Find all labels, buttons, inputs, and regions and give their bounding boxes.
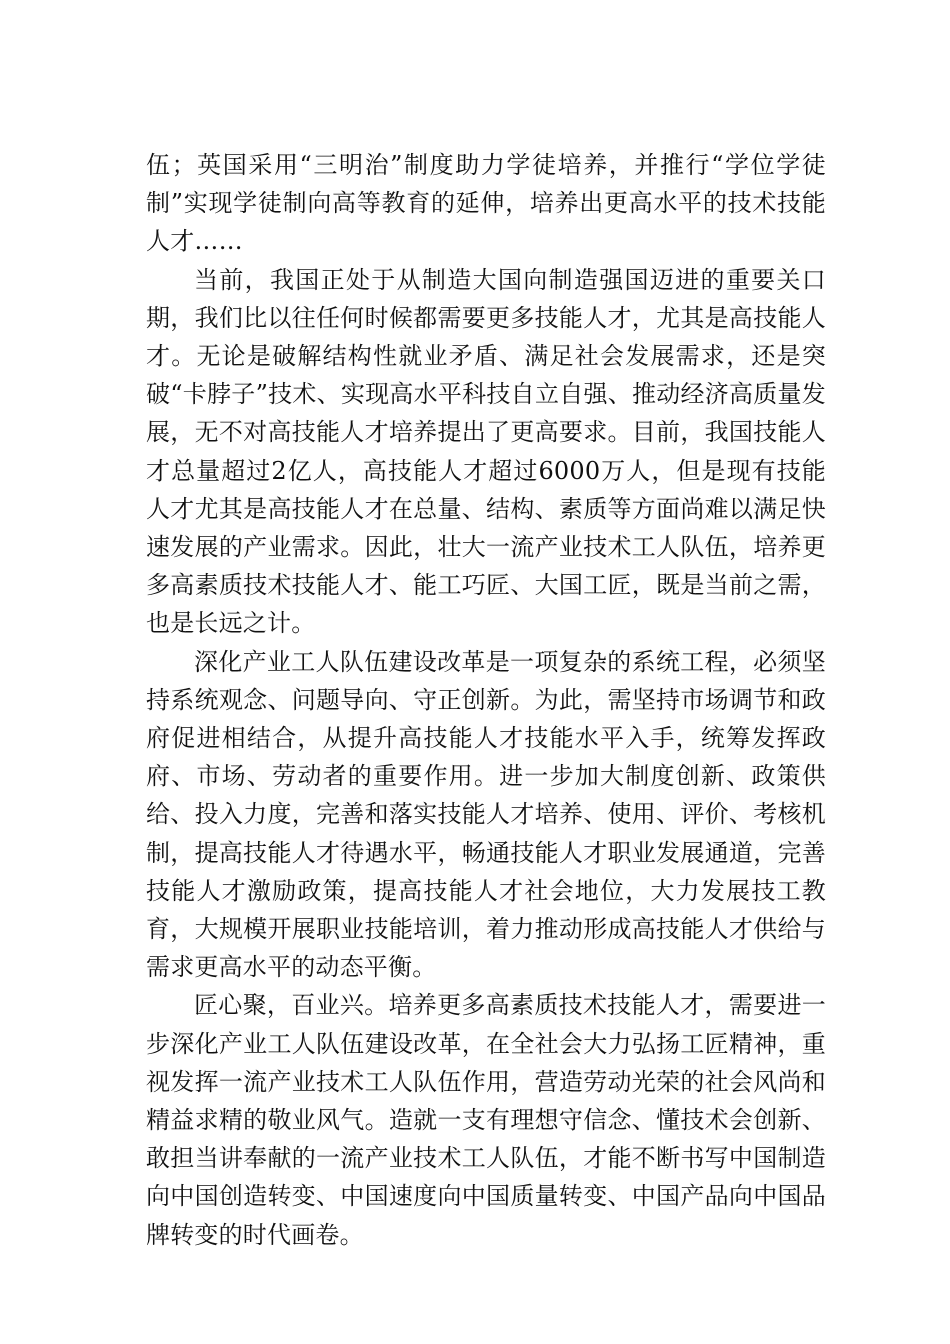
document-body xyxy=(146,146,826,1254)
paragraph-conclusion: 匠心聚，百业兴。培养更多高素质技术技能人才，需要进一步深化产业工人队伍建设改革，在全社会大力弘扬工匠精神，重视发挥一流产业技术工人队伍作用，营造劳动光荣的社会风尚和精益求精的敬业风气。造就一支有理想守信念、懂技术会创新、敢担当讲奉献的一流产业技术工人队伍，才能不断书写中国制造向中国创造转变、中国速度向中国质量转变、中国产品向中国品牌转变的时代画卷。 xyxy=(146,991,826,1249)
paragraph-current-situation: 当前，我国正处于从制造大国向制造强国迈进的重要关口期，我们比以往任何时候都需要更多技能人才，尤其是高技能人才。无论是破解结构性就业矛盾、满足社会发展需求，还是突破“卡脖子”技术、实现高水平科技自立自强、推动经济高质量发展，无不对高技能人才培养提出了更高要求。目前，我国技能人才总量超过2亿人，高技能人才超过6000万人，但是现有技能人才尤其是高技能人才在总量、结构、素质等方面尚难以满足快速发展的产业需求。因此，壮大一流产业技术工人队伍，培养更多高素质技术技能人才、能工巧匠、大国工匠，既是当前之需，也是长远之计。 xyxy=(146,265,826,638)
paragraph-continued: 伍；英国采用“三明治”制度助力学徒培养，并推行“学位学徒制”实现学徒制向高等教育的延伸，培养出更高水平的技术技能人才…… xyxy=(146,151,826,256)
paragraph-reform: 深化产业工人队伍建设改革是一项复杂的系统工程，必须坚持系统观念、问题导向、守正创新。为此，需坚持市场调节和政府促进相结合，从提升高技能人才技能水平入手，统筹发挥政府、市场、劳动者的重要作用。进一步加大制度创新、政策供给、投入力度，完善和落实技能人才培养、使用、评价、考核机制，提高技能人才待遇水平，畅通技能人才职业发展通道，完善技能人才激励政策，提高技能人才社会地位，大力发展技工教育，大规模开展职业技能培训，着力推动形成高技能人才供给与需求更高水平的动态平衡。 xyxy=(146,647,826,982)
